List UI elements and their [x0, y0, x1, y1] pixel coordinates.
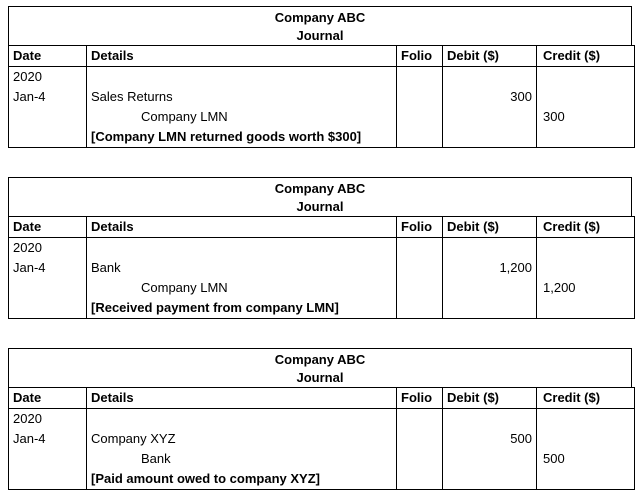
column-header-debit: Debit ($)	[443, 217, 537, 238]
column-header-row	[9, 388, 635, 409]
table-row	[9, 298, 635, 319]
company-name: Company ABC	[274, 181, 366, 196]
journal-table	[8, 387, 635, 490]
entry-date: Jan-4	[9, 429, 87, 449]
credit-account: Company LMN	[87, 278, 397, 298]
credit-amount: 500	[537, 449, 635, 469]
table-row	[9, 87, 635, 107]
column-header-debit: Debit ($)	[443, 46, 537, 67]
column-header-credit: Credit ($)	[537, 46, 635, 67]
journal-table	[8, 45, 635, 148]
journal-header	[8, 348, 632, 387]
debit-amount: 500	[443, 429, 537, 449]
table-row	[9, 107, 635, 127]
credit-amount: 300	[537, 107, 635, 127]
table-row	[9, 449, 635, 469]
journal-title: Journal	[296, 370, 344, 385]
column-header-folio: Folio	[397, 388, 443, 409]
column-header-details: Details	[87, 217, 397, 238]
debit-account: Sales Returns	[87, 87, 397, 107]
table-row	[9, 67, 635, 88]
journal-header	[8, 177, 632, 216]
journal-entry-3	[8, 348, 632, 490]
column-header-date: Date	[9, 217, 87, 238]
entry-date: Jan-4	[9, 258, 87, 278]
table-row	[9, 127, 635, 148]
journal-entry-1	[8, 6, 632, 148]
journal-entry-2	[8, 177, 632, 319]
debit-amount: 300	[443, 87, 537, 107]
column-header-credit: Credit ($)	[537, 217, 635, 238]
debit-account: Company XYZ	[87, 429, 397, 449]
column-header-details: Details	[87, 388, 397, 409]
table-row	[9, 278, 635, 298]
column-header-date: Date	[9, 388, 87, 409]
narration: [Paid amount owed to company XYZ]	[87, 469, 397, 490]
column-header-row	[9, 46, 635, 67]
table-row	[9, 258, 635, 278]
narration: [Company LMN returned goods worth $300]	[87, 127, 397, 148]
table-row	[9, 409, 635, 430]
column-header-details: Details	[87, 46, 397, 67]
column-header-credit: Credit ($)	[537, 388, 635, 409]
credit-account: Company LMN	[87, 107, 397, 127]
table-row	[9, 238, 635, 259]
column-header-folio: Folio	[397, 217, 443, 238]
company-name: Company ABC	[274, 10, 366, 25]
column-header-folio: Folio	[397, 46, 443, 67]
debit-amount: 1,200	[443, 258, 537, 278]
column-header-row	[9, 217, 635, 238]
debit-account: Bank	[87, 258, 397, 278]
journal-header	[8, 6, 632, 45]
journal-title: Journal	[296, 199, 344, 214]
company-name: Company ABC	[274, 352, 366, 367]
column-header-debit: Debit ($)	[443, 388, 537, 409]
journal-table	[8, 216, 635, 319]
column-header-date: Date	[9, 46, 87, 67]
entry-year: 2020	[9, 238, 87, 259]
entry-date: Jan-4	[9, 87, 87, 107]
table-row	[9, 469, 635, 490]
credit-amount: 1,200	[537, 278, 635, 298]
credit-account: Bank	[87, 449, 397, 469]
narration: [Received payment from company LMN]	[87, 298, 397, 319]
table-row	[9, 429, 635, 449]
entry-year: 2020	[9, 67, 87, 88]
entry-year: 2020	[9, 409, 87, 430]
journal-title: Journal	[296, 28, 344, 43]
